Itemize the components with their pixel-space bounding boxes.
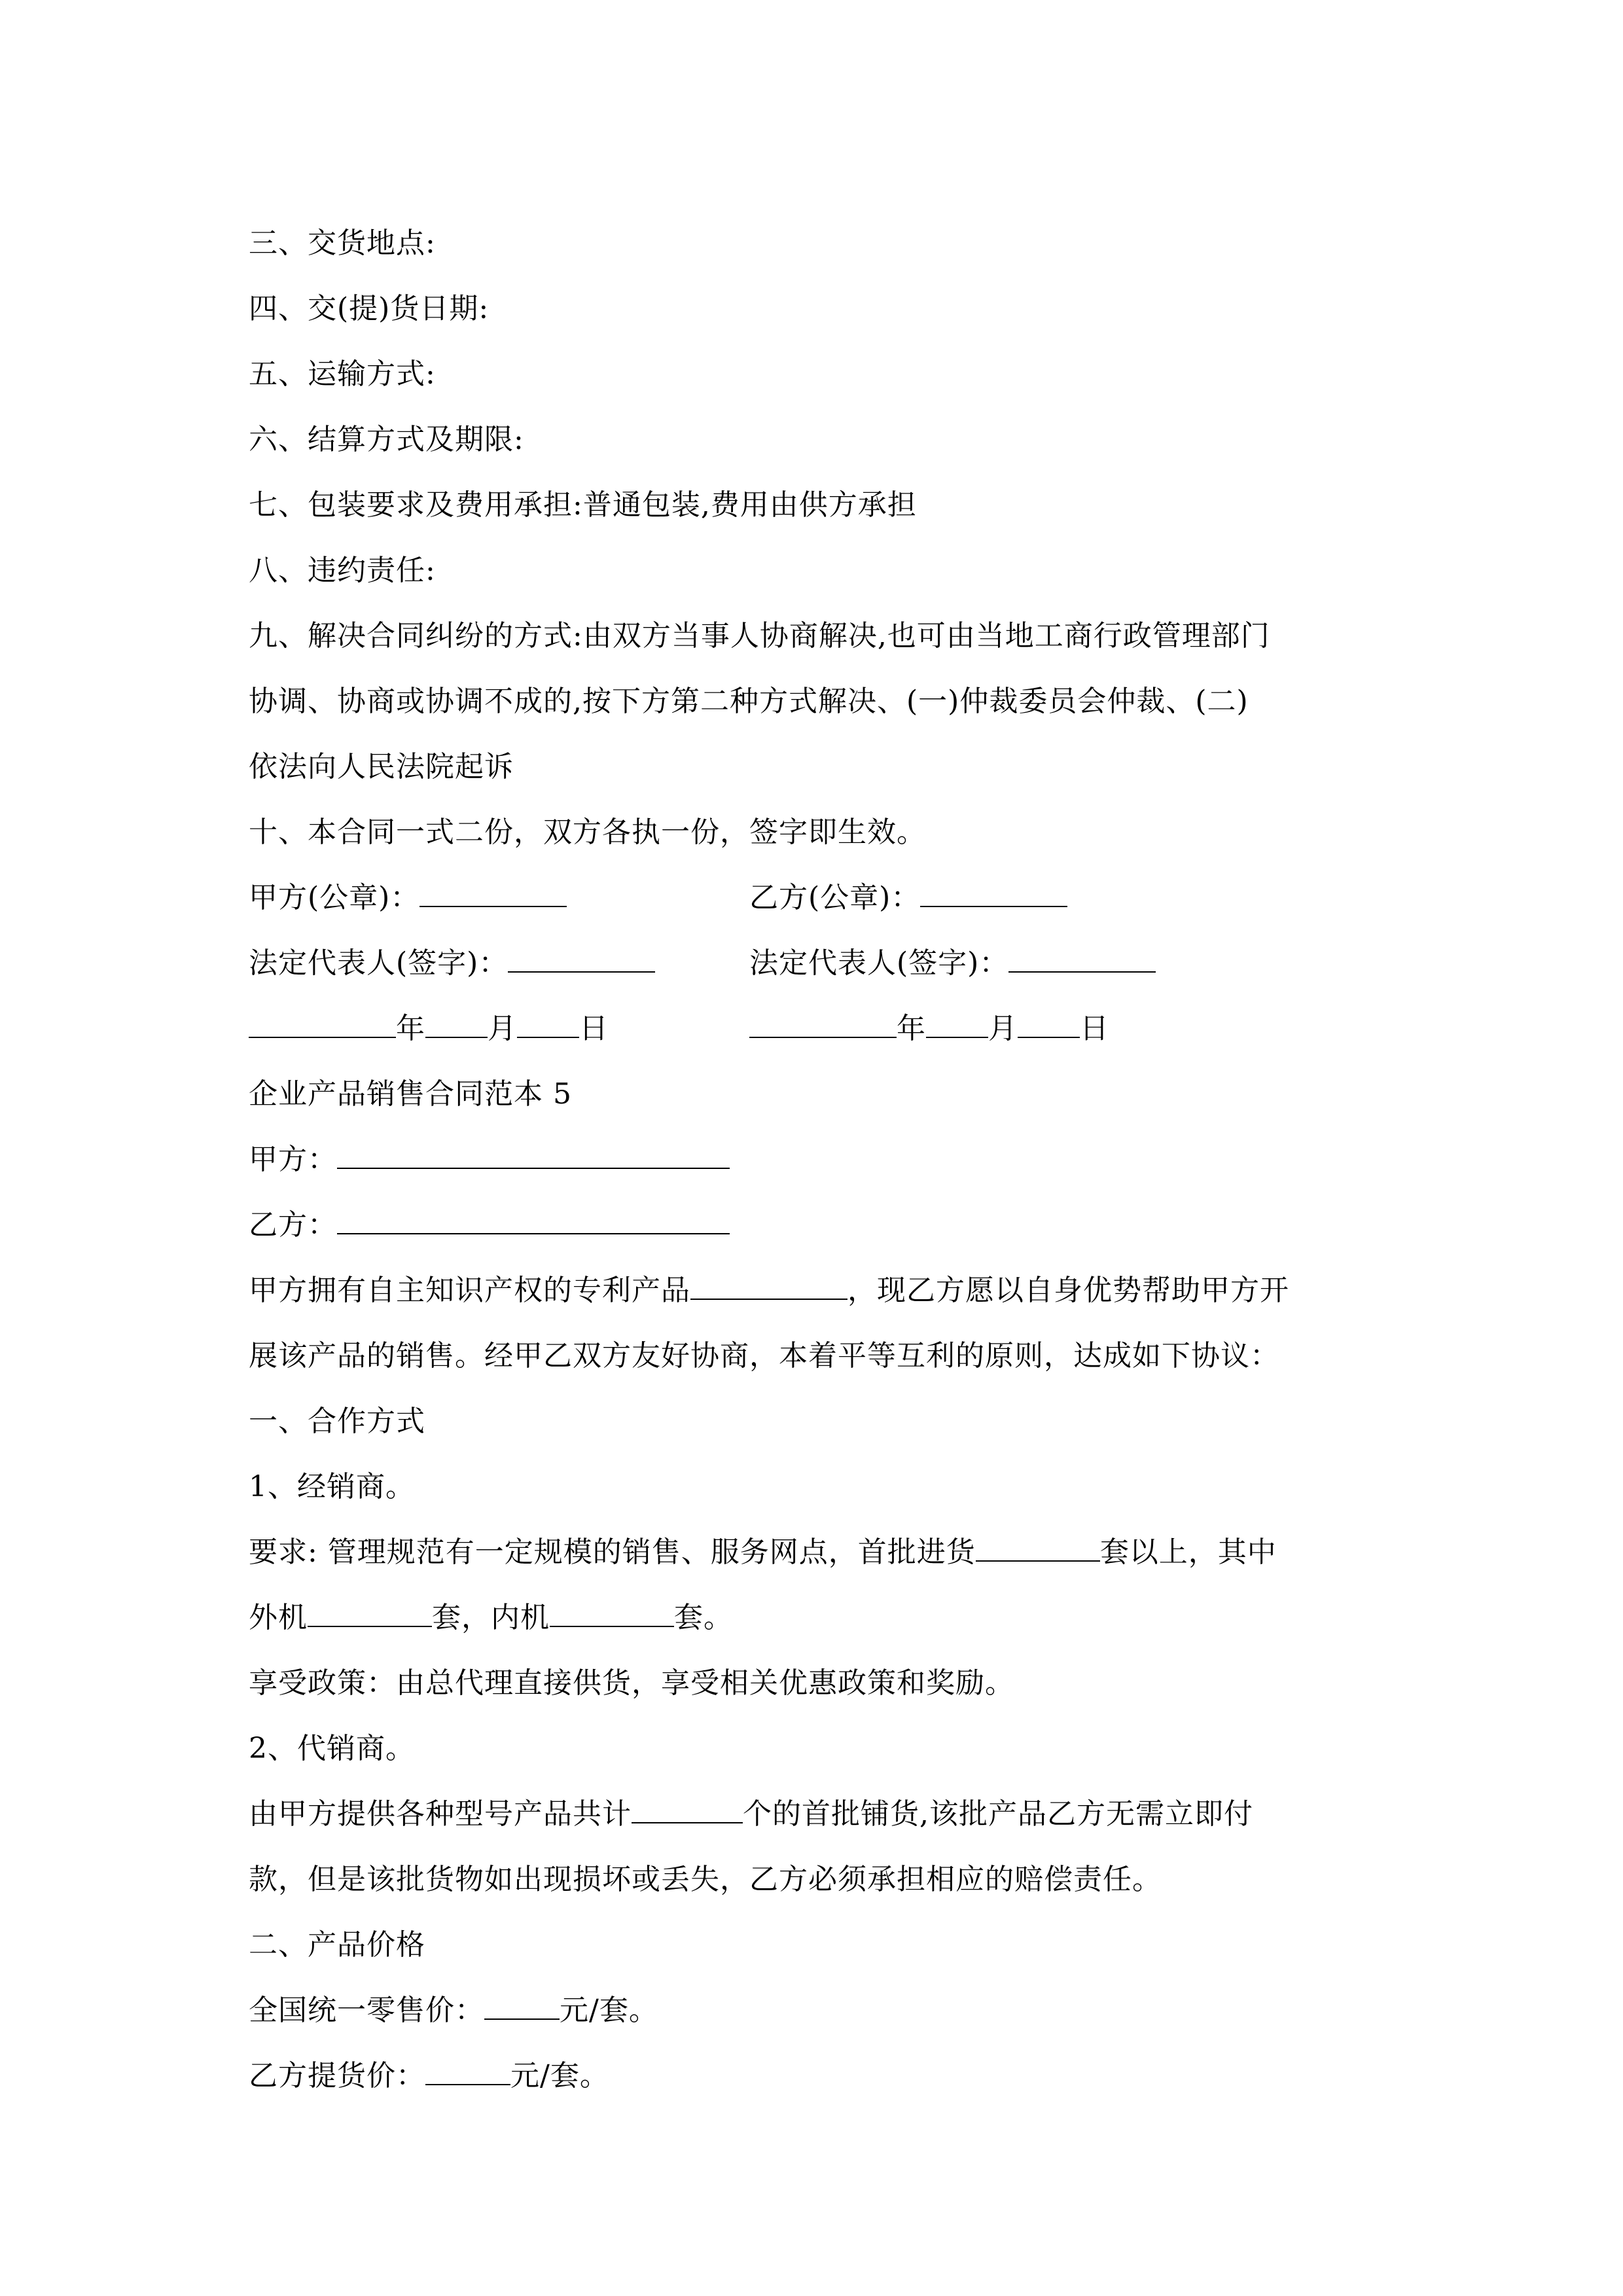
party-a-line	[249, 1127, 1387, 1193]
party-b-seal-blank	[920, 869, 1067, 907]
policy-line: 享受政策：由总代理直接供货，享受相关优惠政策和奖励。	[249, 1666, 1014, 1700]
outdoor-unit-blank	[308, 1589, 432, 1627]
party-b-blank	[337, 1196, 730, 1234]
year-label: 年	[897, 1012, 926, 1045]
clause-8: 八、违约责任:	[249, 554, 436, 587]
pickup-price-line	[249, 2043, 1387, 2109]
intro-line-2: 展该产品的销售。经甲乙双方友好协商，本着平等互利的原则，达成如下协议：	[249, 1339, 1279, 1372]
consignment-line-1	[249, 1782, 1387, 1847]
party-b-representative-label: 法定代表人(签字)：	[749, 946, 1009, 980]
distributor-heading: 1、经销商。	[249, 1470, 415, 1503]
date-row	[249, 996, 1387, 1062]
party-b-representative-group	[749, 931, 1156, 996]
intro-line-1	[249, 1258, 1387, 1323]
party-b-label: 乙方：	[249, 1208, 337, 1242]
retail-price-line	[249, 1978, 1387, 2043]
section-2-heading: 二、产品价格	[249, 1928, 425, 1962]
retail-price-label: 全国统一零售价：	[249, 1994, 484, 2027]
consignment-text-a: 由甲方提供各种型号产品共计	[249, 1797, 632, 1831]
party-a-month-blank	[425, 1000, 488, 1038]
party-b-day-blank	[1018, 1000, 1080, 1038]
party-a-representative-blank	[508, 935, 655, 973]
product-blank	[690, 1262, 847, 1300]
party-b-seal-group	[749, 865, 1067, 931]
party-b-representative-blank	[1008, 935, 1156, 973]
clause-9-line-1: 九、解决合同纠纷的方式:由双方当事人协商解决,也可由当地工商行政管理部门	[249, 619, 1270, 653]
party-b-date-group	[749, 996, 1109, 1062]
party-b-year-blank	[749, 1000, 897, 1038]
clause-5: 五、运输方式:	[249, 357, 436, 391]
party-a-label: 甲方：	[249, 1143, 337, 1176]
day-label: 日	[579, 1012, 609, 1045]
party-b-month-blank	[926, 1000, 988, 1038]
retail-price-unit: 元/套。	[560, 1994, 658, 2027]
requirement-text-b: 套以上，其中	[1099, 1535, 1277, 1569]
consignment-quantity-blank	[632, 1785, 743, 1823]
party-a-representative-label: 法定代表人(签字)：	[249, 946, 508, 980]
requirement-line-1	[249, 1520, 1387, 1585]
contract-5-title: 企业产品销售合同范本 5	[249, 1077, 572, 1111]
clause-3: 三、交货地点:	[249, 226, 436, 260]
first-batch-quantity-blank	[976, 1524, 1100, 1562]
clause-4: 四、交(提)货日期:	[249, 292, 490, 325]
month-label: 月	[488, 1012, 517, 1045]
clause-9-line-2: 协调、协商或协调不成的,按下方第二种方式解决、(一)仲裁委员会仲裁、(二)	[249, 685, 1249, 718]
section-1-heading: 一、合作方式	[249, 1405, 425, 1438]
outdoor-unit-label: 外机	[249, 1601, 308, 1634]
consignment-line-2: 款，但是该批货物如出现损坏或丢失，乙方必须承担相应的赔偿责任。	[249, 1863, 1162, 1896]
retail-price-blank	[484, 1982, 560, 2020]
requirement-text-a: 要求: 管理规范有一定规模的销售、服务网点，首批进货	[249, 1535, 976, 1569]
clause-9-line-3: 依法向人民法院起诉	[249, 750, 514, 783]
clause-6: 六、结算方式及期限:	[249, 423, 524, 456]
clause-10: 十、本合同一式二份，双方各执一份，签字即生效。	[249, 816, 926, 849]
consignment-text-b: 个的首批铺货,该批产品乙方无需立即付	[743, 1797, 1253, 1831]
pickup-price-label: 乙方提货价：	[249, 2059, 425, 2092]
day-label: 日	[1080, 1012, 1109, 1045]
consignee-heading: 2、代销商。	[249, 1732, 415, 1765]
party-b-seal-label: 乙方(公章)：	[749, 881, 921, 914]
party-a-seal-label: 甲方(公章)：	[249, 881, 420, 914]
intro-text-b: ，现乙方愿以自身优势帮助甲方开	[847, 1274, 1289, 1307]
party-b-line	[249, 1193, 1387, 1258]
party-a-day-blank	[517, 1000, 579, 1038]
requirement-line-2	[249, 1585, 1387, 1651]
pickup-price-blank	[425, 2047, 510, 2085]
representative-row	[249, 931, 1387, 996]
pickup-price-unit: 元/套。	[510, 2059, 609, 2092]
intro-text-a: 甲方拥有自主知识产权的专利产品	[249, 1274, 690, 1307]
indoor-unit-blank	[550, 1589, 674, 1627]
party-a-year-blank	[249, 1000, 396, 1038]
month-label: 月	[988, 1012, 1018, 1045]
clause-7: 七、包装要求及费用承担:普通包装,费用由供方承担	[249, 488, 917, 522]
document-body	[249, 211, 1387, 2109]
requirement-end: 套。	[674, 1601, 733, 1634]
party-a-blank	[337, 1131, 730, 1169]
year-label: 年	[396, 1012, 425, 1045]
party-a-seal-blank	[419, 869, 567, 907]
indoor-unit-label: 套，内机	[432, 1601, 550, 1634]
seal-row	[249, 865, 1387, 931]
